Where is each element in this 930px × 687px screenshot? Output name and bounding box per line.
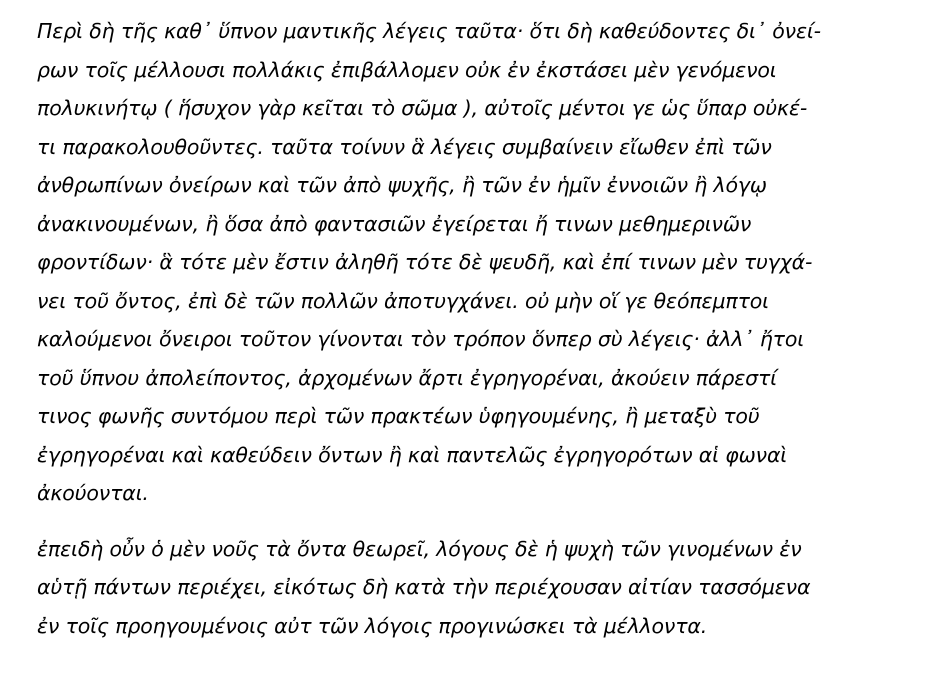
text-line: τοῦ ὕπνου ἀπολείποντος, ἀρχομένων ἄρτι ἐγρηγορέναι, ἀκούειν πάρεστί: [37, 365, 777, 390]
text-line: Περὶ δὴ τῆς καθ᾽ ὕπνον μαντικῆς λέγεις ταῦτα· ὅτι δὴ καθεύδοντες δι᾽ ὀνεί-: [37, 19, 821, 43]
text-line: ἐπειδὴ οὖν ὁ μὲν νοῦς τὰ ὄντα θεωρεῖ, λόγους δὲ ἡ ψυχὴ τῶν γινομένων ἐν: [37, 536, 802, 561]
text-line: καλούμενοι ὄνειροι τοῦτον γίνονται τὸν τρόπον ὅνπερ σὺ λέγεις· ἀλλ᾽ ἤτοι: [37, 327, 805, 351]
paragraph-2: [37, 530, 922, 646]
text-line: ρων τοῖς μέλλουσι πολλάκις ἐπιβάλλομεν οὐκ ἐν ἐκστάσει μὲν γενόμενοι: [37, 57, 777, 82]
text-line: ἐν τοῖς προηγουμένοις αὐτ τῶν λόγοις προγινώσκει τὰ μέλλοντα.: [37, 613, 708, 638]
text-line: φροντίδων· ἃ τότε μὲν ἔστιν ἀληθῆ τότε δὲ ψευδῆ, καὶ ἐπί τινων μὲν τυγχά-: [37, 250, 813, 274]
text-line: νει τοῦ ὄντος, ἐπὶ δὲ τῶν πολλῶν ἀποτυγχάνει. οὐ μὴν οἵ γε θεόπεμπτοι: [37, 288, 769, 313]
text-line: πολυκινήτῳ ( ἥσυχον γὰρ κεῖται τὸ σῶμα ), αὐτοῖς μέντοι γε ὡς ὕπαρ οὐκέ-: [37, 96, 808, 120]
text-line: αὑτῇ πάντων περιέχει, εἰκότως δὴ κατὰ τὴν περιέχουσαν αἰτίαν τασσόμενα: [37, 575, 811, 599]
text-line: ἀνακινουμένων, ἢ ὅσα ἀπὸ φαντασιῶν ἐγείρεται ἤ τινων μεθημερινῶν: [37, 211, 752, 236]
paragraph-1: [37, 12, 922, 513]
text-line: τι παρακολουθοῦντες. ταῦτα τοίνυν ἃ λέγεις συμβαίνειν εἴωθεν ἐπὶ τῶν: [37, 134, 772, 159]
text-line: τινος φωνῆς συντόμου περὶ τῶν πρακτέων ὑφηγουμένης, ἢ μεταξὺ τοῦ: [37, 404, 760, 428]
text-line: ἀκούονται.: [37, 481, 149, 505]
text-line: ἀνθρωπίνων ὀνείρων καὶ τῶν ἀπὸ ψυχῆς, ἢ τῶν ἐν ἡμῖν ἐννοιῶν ἢ λόγῳ: [37, 173, 767, 197]
text-line: ἐγρηγορέναι καὶ καθεύδειν ὄντων ἢ καὶ παντελῶς ἐγρηγορότων αἱ φωναὶ: [37, 442, 788, 467]
